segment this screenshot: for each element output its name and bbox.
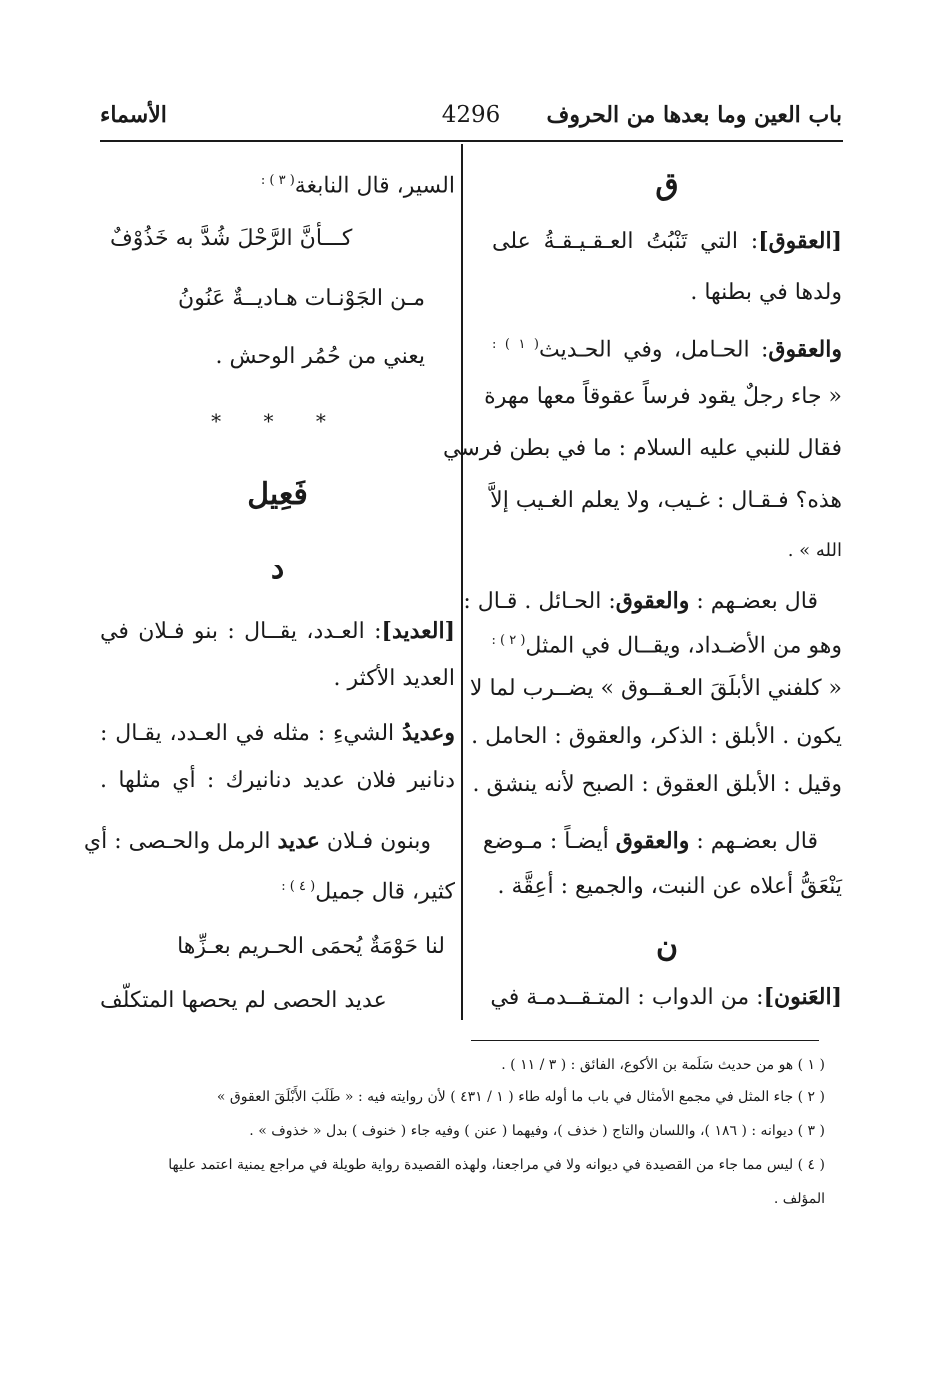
entry-headword: والعقوق bbox=[615, 828, 690, 854]
footnote: المؤلف . bbox=[773, 1191, 825, 1207]
entry-line: ولدها في بطنها . bbox=[690, 280, 842, 305]
verse-line: كـــأنَّ الرَّحْلَ شُدَّ به خَذُوْفٌ bbox=[110, 226, 353, 251]
section-title: الأسماء bbox=[100, 102, 167, 128]
entry-line: « جاء رجلٌ يقود فرساً عقوقاً معها مهرة bbox=[484, 384, 842, 409]
footnote-rule bbox=[471, 1040, 819, 1041]
entry-line: دنانير فلان عديد دنانيرك : أي مثلها . bbox=[100, 768, 455, 793]
entry-line: وعديدُ الشيءِ : مثله في العـدد، يقـال : bbox=[100, 720, 455, 746]
letter-heading-qaf: ق bbox=[655, 167, 679, 202]
entry-line: « كلفني الأبلَقَ العـقــوق » يضــرب لما لا bbox=[469, 676, 842, 701]
entry-line: وبنون فـلان عديد الرمل والحـصى : أي bbox=[83, 828, 431, 854]
entry-line: الله » . bbox=[787, 540, 842, 561]
chapter-title: باب العين وما بعدها من الحروف bbox=[546, 102, 842, 128]
entry-line: هذه؟ فـقـال : غـيب، ولا يعلم الغـيب إلاَّ bbox=[490, 488, 842, 513]
entry-headword: وعديدُ bbox=[402, 720, 455, 746]
footnote-ref: ( ٢ ) : bbox=[491, 633, 526, 648]
entry-line: كثير، قال جميل$^{( ٤ ) :}$ bbox=[281, 879, 455, 905]
entry-line: السير، قال النابغة$^{( ٣ ) :}$ bbox=[260, 173, 455, 199]
footnote: ( ٤ ) ليس مما جاء من القصيدة في ديوانه ولا في مراجعنا، ولهذه القصيدة رواية طويلة في مراجع يمنية اعتمد عليها bbox=[168, 1157, 825, 1173]
entry-headword: [العقوق] bbox=[758, 228, 842, 254]
entry-headword: عديد bbox=[277, 828, 320, 854]
footnote-ref: ( ٣ ) : bbox=[260, 173, 295, 188]
entry-line: قال بعضـهم : والعقوق: الحـائل . قـال : bbox=[463, 588, 818, 614]
footnote: ( ٣ ) ديوانه : ( ١٨٦ )، واللسان والتاج ( خذف )، وفيهما ( عنن ) وفيه جاء ( خنوف ) بدل « خذوف » . bbox=[249, 1123, 825, 1139]
footnote-ref: ( ١ ) : bbox=[492, 337, 539, 352]
section-separator: * * * bbox=[211, 409, 344, 433]
verse-line: مـن الجَوْنـات هـاديــةٌ عَنُونُ bbox=[178, 286, 425, 311]
entry-line: قال بعضـهم : والعقوق أيضـاً : مـوضع bbox=[482, 828, 818, 854]
entry-line: يَنْعَقُّ أعلاه عن النبت، والجميع : أعِقَّة . bbox=[497, 874, 842, 899]
entry-line: [العقوق]: التي تَنْبُتُ العـقـيـقـةُ على bbox=[492, 228, 842, 254]
running-head bbox=[100, 98, 842, 134]
footnote: ( ١ ) هو من حديث سَلَمة بن الأكوع، الفائق : ( ٣ / ١١ ) . bbox=[501, 1057, 825, 1073]
entry-headword: والعقوق bbox=[615, 588, 690, 614]
entry-line: والعقوق: الحـامل، وفي الحـديث$^{( ١ ) :}$ bbox=[492, 336, 842, 363]
header-rule bbox=[100, 140, 843, 142]
entry-line: فقال للنبي عليه السلام : ما في بطن فرسي bbox=[442, 436, 842, 461]
entry-headword: [العديد] bbox=[381, 618, 455, 644]
entry-line: يعني من حُمُر الوحش . bbox=[215, 344, 425, 369]
entry-line: وهو من الأضـداد، ويقــال في المثل$^{( ٢ ) :}$ bbox=[491, 633, 842, 659]
entry-line: [العديد]: العـدد، يقــال : بنو فـلان في bbox=[100, 618, 455, 644]
section-heading: فَعِيل bbox=[247, 477, 308, 512]
footnote: ( ٢ ) جاء المثل في مجمع الأمثال في باب ما أوله طاء ( ١ / ٤٣١ ) لأن روايته فيه : « طَلَبَ الأَبْلَقَ العقوق » bbox=[216, 1089, 825, 1105]
page-number: 4296 bbox=[441, 102, 501, 128]
verse-line: لنا حَوْمَةٌ يُحمَى الحـريم بعـزِّها bbox=[177, 934, 445, 959]
entry-line: [العَنون]: من الدواب : المتـقــدمـة في bbox=[490, 984, 842, 1010]
entry-line: يكون . الأبلق : الذكر، والعقوق : الحامل . bbox=[471, 724, 842, 749]
entry-line: العديد الأكثر . bbox=[333, 666, 455, 691]
letter-heading-nun: ن bbox=[655, 929, 679, 964]
entry-headword: [العَنون] bbox=[763, 984, 842, 1010]
letter-heading-dal: د bbox=[270, 551, 285, 586]
verse-line: عديد الحصى لم يحصها المتكلّف bbox=[100, 988, 387, 1013]
entry-line: وقيل : الأبلق العقوق : الصبح لأنه ينشق . bbox=[472, 772, 842, 797]
entry-headword: والعقوق bbox=[768, 336, 842, 363]
footnote-ref: ( ٤ ) : bbox=[281, 879, 316, 894]
